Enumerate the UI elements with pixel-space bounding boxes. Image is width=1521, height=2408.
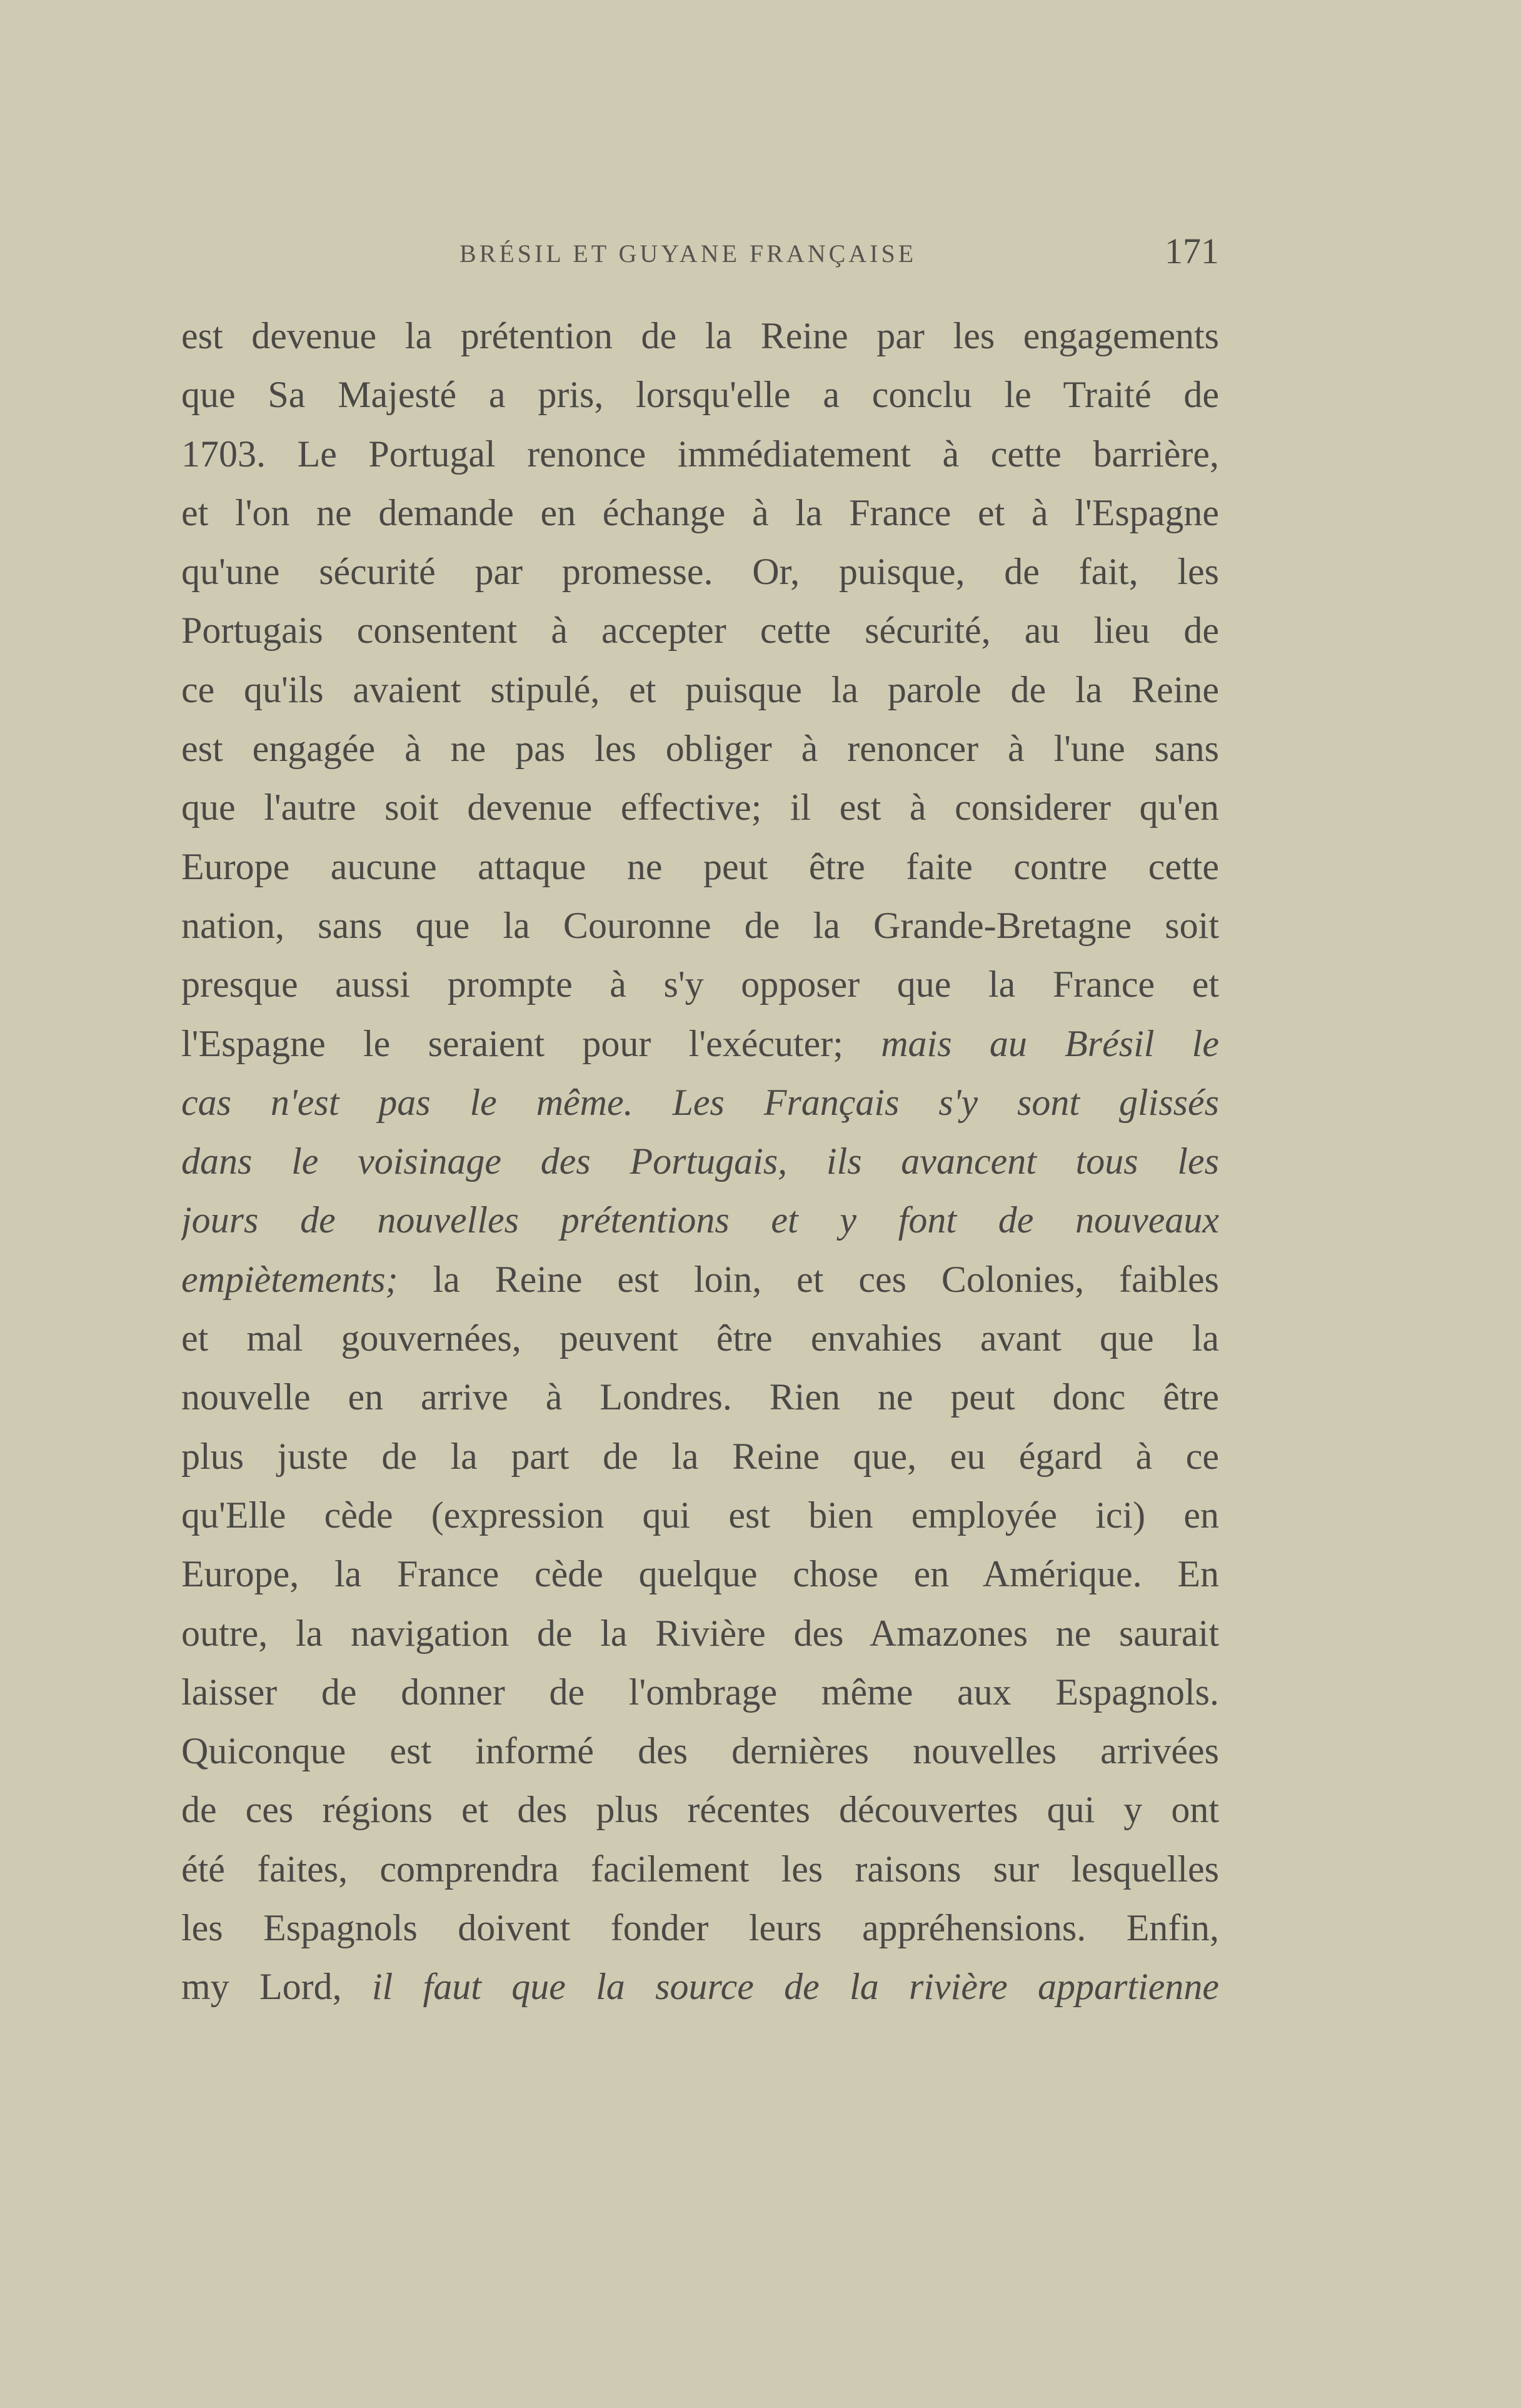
italic-text-segment: dans le voisinage des Portugais, ils avancent tous les <box>181 1141 1219 1182</box>
text-line <box>181 1250 1219 1309</box>
text-line <box>181 365 1219 424</box>
text-segment: la Reine est loin, et ces Colonies, faibles <box>398 1258 1219 1300</box>
text-segment: et mal gouvernées, peuvent être envahies avant que la <box>181 1317 1219 1359</box>
text-line <box>181 1427 1219 1486</box>
text-segment: est devenue la prétention de la Reine par les engagements <box>181 315 1219 356</box>
italic-text-segment: cas n'est pas le même. Les Français s'y sont glissés <box>181 1081 1219 1123</box>
text-line <box>181 1840 1219 1898</box>
text-line <box>181 1309 1219 1368</box>
text-segment: presque aussi prompte à s'y opposer que la France et <box>181 964 1219 1005</box>
text-line <box>181 1486 1219 1544</box>
text-line <box>181 955 1219 1014</box>
text-segment: de ces régions et des plus récentes découvertes qui y ont <box>181 1789 1219 1831</box>
text-line <box>181 778 1219 837</box>
text-line <box>181 1604 1219 1663</box>
text-segment: qu'une sécurité par promesse. Or, puisque, de fait, les <box>181 551 1219 593</box>
text-segment: Europe, la France cède quelque chose en Amérique. En <box>181 1553 1219 1595</box>
text-line <box>181 1898 1219 1957</box>
text-line <box>181 542 1219 601</box>
text-segment: Portugais consentent à accepter cette sécurité, au lieu de <box>181 610 1219 652</box>
text-line <box>181 306 1219 365</box>
text-segment: Europe aucune attaque ne peut être faite contre cette <box>181 845 1219 887</box>
text-line <box>181 660 1219 719</box>
text-segment: été faites, comprendra facilement les raisons sur lesquelles <box>181 1848 1219 1890</box>
text-line <box>181 719 1219 778</box>
running-head <box>181 230 1219 286</box>
text-segment: que Sa Majesté a pris, lorsqu'elle a conclu le Traité de <box>181 374 1219 416</box>
text-segment: que l'autre soit devenue effective; il est à considerer qu'en <box>181 787 1219 829</box>
text-line <box>181 1132 1219 1191</box>
text-segment: Quiconque est informé des dernières nouvelles arrivées <box>181 1730 1219 1772</box>
text-line <box>181 1073 1219 1132</box>
italic-text-segment: mais au Brésil le <box>881 1022 1219 1064</box>
text-segment: ce qu'ils avaient stipulé, et puisque la parole de la Reine <box>181 668 1219 710</box>
text-line <box>181 1368 1219 1426</box>
text-segment: outre, la navigation de la Rivière des Amazones ne saurait <box>181 1612 1219 1654</box>
text-segment: est engagée à ne pas les obliger à renoncer à l'une sans <box>181 728 1219 770</box>
text-segment: plus juste de la part de la Reine que, eu égard à ce <box>181 1435 1219 1477</box>
text-line <box>181 1721 1219 1780</box>
text-segment: nation, sans que la Couronne de la Grande-Bretagne soit <box>181 904 1219 946</box>
italic-text-segment: empiètements; <box>181 1258 398 1300</box>
text-line <box>181 837 1219 896</box>
text-segment: les Espagnols doivent fonder leurs appréhensions. Enfin, <box>181 1907 1219 1949</box>
text-line <box>181 601 1219 660</box>
body-text <box>181 306 1219 2017</box>
page-number: 171 <box>1165 231 1219 271</box>
text-segment: nouvelle en arrive à Londres. Rien ne peut donc être <box>181 1376 1219 1418</box>
italic-text-segment: il faut que la source de la rivière appartienne <box>371 1966 1219 2008</box>
text-line <box>181 896 1219 955</box>
text-line <box>181 483 1219 542</box>
italic-text-segment: jours de nouvelles prétentions et y font de nouveaux <box>181 1199 1219 1241</box>
text-line <box>181 1544 1219 1603</box>
text-line <box>181 1957 1219 2016</box>
text-segment: laisser de donner de l'ombrage même aux Espagnols. <box>181 1671 1219 1713</box>
text-line <box>181 1191 1219 1249</box>
text-line <box>181 1663 1219 1721</box>
text-segment: my Lord, <box>181 1966 372 2008</box>
text-segment: et l'on ne demande en échange à la France et à l'Espagne <box>181 491 1219 533</box>
text-segment: l'Espagne le seraient pour l'exécuter; <box>181 1022 881 1064</box>
running-title: BRÉSIL ET GUYANE FRANÇAISE <box>459 239 917 268</box>
text-line <box>181 425 1219 483</box>
text-line <box>181 1014 1219 1073</box>
text-segment: qu'Elle cède (expression qui est bien employée ici) en <box>181 1494 1219 1536</box>
text-segment: 1703. Le Portugal renonce immédiatement à cette barrière, <box>181 433 1219 475</box>
text-line <box>181 1780 1219 1839</box>
